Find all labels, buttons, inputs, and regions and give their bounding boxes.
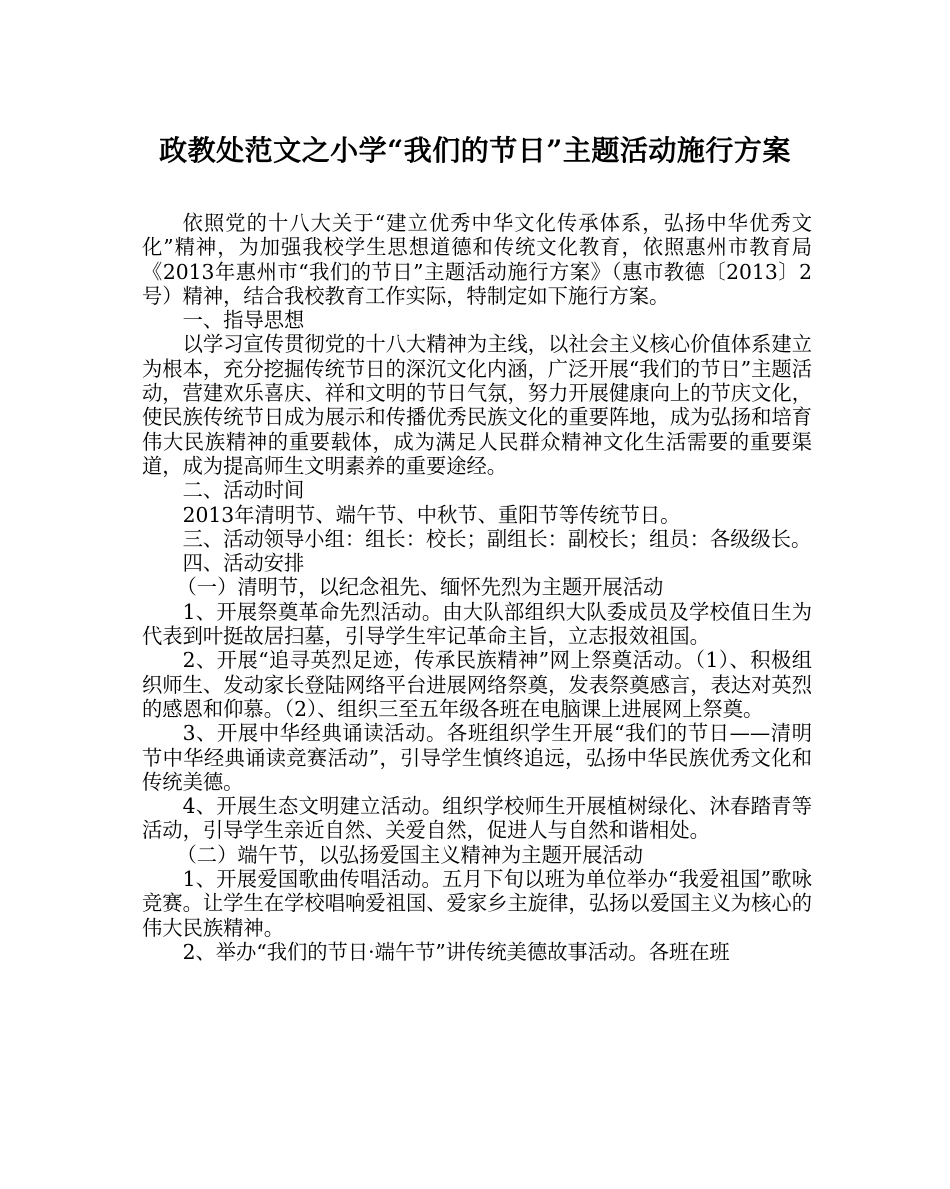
leadership-group-paragraph: 三、活动领导小组：组长：校长；副组长：副校长；组员：各级级长。	[182, 526, 812, 551]
subsection-qingming-heading: （一）清明节，以纪念祖先、缅怀先烈为主题开展活动	[176, 575, 664, 600]
duanwu-item-2: 2、举办“我们的节日·端午节”讲传统美德故事活动。各班在班	[182, 939, 730, 964]
duanwu-item-1: 1、开展爱国歌曲传唱活动。五月下旬以班为单位举办“我爱祖国”歌咏竞赛。让学生在学校唱响爱祖国、爱家乡主旋律，弘扬以爱国主义为核心的伟大民族精神。	[142, 867, 812, 940]
document-body	[142, 211, 812, 964]
qingming-item-2: 2、开展“追寻英烈足迹，传承民族精神”网上祭奠活动。（1）、积极组织师生、发动家长登陆网络平台进展网络祭奠，发表祭奠感言，表达对英烈的感恩和仰慕。（2）、组织三至五年级各班在电脑课上进展网上祭奠。	[142, 648, 812, 721]
section-heading-activity-time: 二、活动时间	[182, 478, 305, 503]
qingming-item-4: 4、开展生态文明建立活动。组织学校师生开展植树绿化、沐春踏青等活动，引导学生亲近自然、关爱自然，促进人与自然和谐相处。	[142, 794, 812, 843]
section-heading-guiding-ideology: 一、指导思想	[182, 308, 305, 333]
qingming-item-3: 3、开展中华经典诵读活动。各班组织学生开展“我们的节日——清明节中华经典诵读竞赛活动”，引导学生慎终追远，弘扬中华民族优秀文化和传统美德。	[142, 721, 812, 794]
section-heading-activity-arrangement: 四、活动安排	[182, 551, 305, 576]
qingming-item-1: 1、开展祭奠革命先烈活动。由大队部组织大队委成员及学校值日生为代表到叶挺故居扫墓，引导学生牢记革命主旨，立志报效祖国。	[142, 599, 812, 649]
subsection-duanwu-heading: （二）端午节，以弘扬爱国主义精神为主题开展活动	[176, 842, 643, 867]
intro-paragraph: 依照党的十八大关于“建立优秀中华文化传承体系，弘扬中华优秀文化”精神，为加强我校学生思想道德和传统文化教育，依照惠州市教育局《2013年惠州市“我们的节日”主题活动施行方案》（惠市教德〔2013〕2号）精神，结合我校教育工作实际，特制定如下施行方案。	[142, 211, 812, 308]
guiding-ideology-paragraph: 以学习宣传贯彻党的十八大精神为主线，以社会主义核心价值体系建立为根本，充分挖掘传统节日的深沉文化内涵，广泛开展“我们的节日”主题活动，营建欢乐喜庆、祥和文明的节日气氛，努力开展健康向上的节庆文化，使民族传统节日成为展示和传播优秀民族文化的重要阵地，成为弘扬和培育伟大民族精神的重要载体，成为满足人民群众精神文化生活需要的重要渠道，成为提高师生文明素养的重要途经。	[142, 332, 812, 478]
document-title: 政教处范文之小学“我们的节日”主题活动施行方案	[159, 134, 791, 167]
activity-time-paragraph: 2013年清明节、端午节、中秋节、重阳节等传统节日。	[182, 502, 681, 527]
